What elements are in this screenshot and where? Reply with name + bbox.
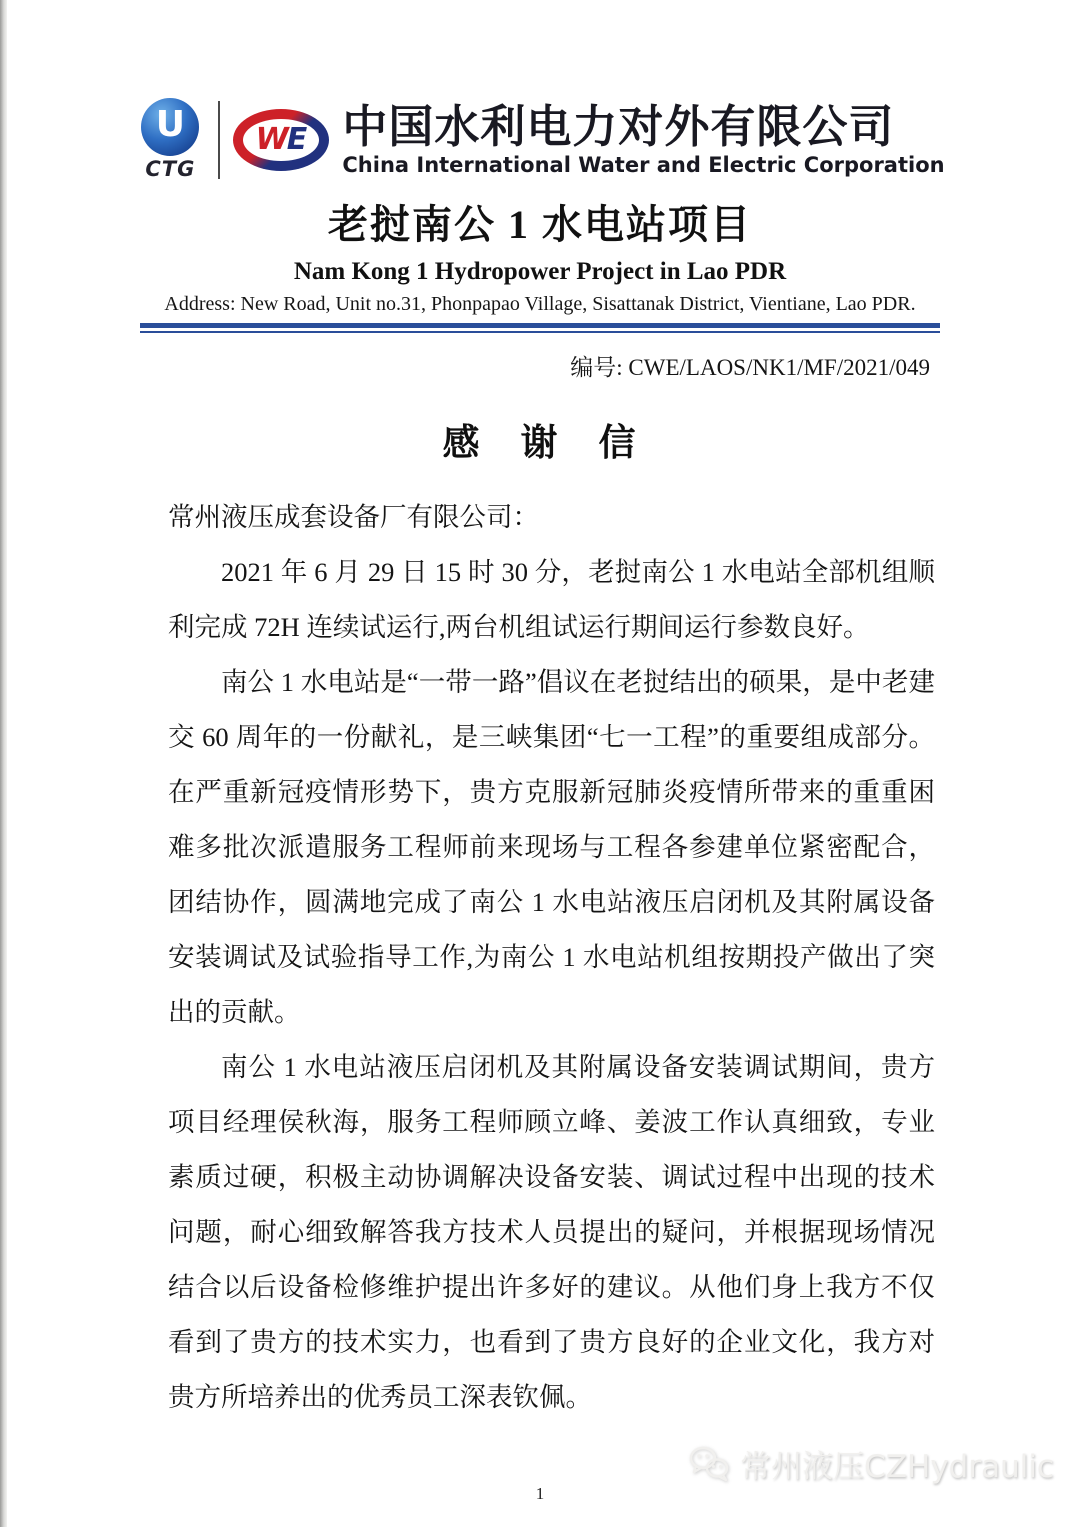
ctg-logo-icon <box>141 98 199 156</box>
paragraph-1: 2021 年 6 月 29 日 15 时 30 分，老挝南公 1 水电站全部机组顺利完成 72H 连续试运行,两台机组试运行期间运行参数良好。 <box>168 557 935 642</box>
letterhead-rule <box>140 323 940 333</box>
project-title-en: Nam Kong 1 Hydropower Project in Lao PDR <box>293 258 787 285</box>
cwe-logo <box>233 109 329 171</box>
reference-number: 编号: CWE/LAOS/NK1/MF/2021/049 <box>570 355 930 380</box>
company-name-cn: 中国水利电力对外有限公司 <box>342 99 895 153</box>
ctg-logo-label: CTG <box>145 157 196 181</box>
page-left-edge-shadow <box>0 0 7 1527</box>
cwe-logo-w: W <box>255 121 287 157</box>
letter-body <box>168 490 935 1425</box>
ctg-logo-glyph: U <box>155 104 185 145</box>
cwe-logo-e: E <box>286 121 308 157</box>
page-number: 1 <box>535 1484 545 1503</box>
paragraph-3: 南公 1 水电站液压启闭机及其附属设备安装调试期间，贵方项目经理侯秋海，服务工程师顾立峰、姜波工作认真细致，专业素质过硬，积极主动协调解决设备安装、调试过程中出现的技术问题，耐心细致解答我方技术人员提出的疑问，并根据现场情况结合以后设备检修维护提出许多好的建议。从他们身上我方不仅看到了贵方的技术实力，也看到了贵方良好的企业文化，我方对贵方所培养出的优秀员工深表钦佩。 <box>168 1052 935 1412</box>
cwe-logo-icon <box>243 119 319 161</box>
paragraph-2: 南公 1 水电站是“一带一路”倡议在老挝结出的硕果，是中老建交 60 周年的一份献礼，是三峡集团“七一工程”的重要组成部分。在严重新冠疫情形势下，贵方克服新冠肺炎疫情所带来的重重困难多批次派遣服务工程师前来现场与工程各参建单位紧密配合，团结协作，圆满地完成了南公 1 水电站液压启闭机及其附属设备安装调试及试验指导工作,为南公 1 水电站机组按期投产做出了突出的贡献。 <box>168 667 935 1027</box>
company-name-en: China International Water and Electric Corporation <box>342 153 945 178</box>
logo-divider <box>218 101 220 179</box>
salutation: 常州液压成套设备厂有限公司： <box>168 502 539 532</box>
address-line: Address: New Road, Unit no.31, Phonpapao Village, Sisattanak District, Vientiane, Lao PDR. <box>164 293 916 315</box>
ctg-logo <box>135 98 205 181</box>
company-names <box>342 99 945 178</box>
watermark-text: 常州液压CZHydraulic <box>740 1449 1054 1485</box>
letter-title: 感 谢 信 <box>442 423 638 464</box>
project-title-cn: 老挝南公 1 水电站项目 <box>328 202 752 247</box>
wechat-icon <box>688 1445 734 1483</box>
letterhead <box>0 98 1080 181</box>
watermark <box>688 1441 1054 1486</box>
